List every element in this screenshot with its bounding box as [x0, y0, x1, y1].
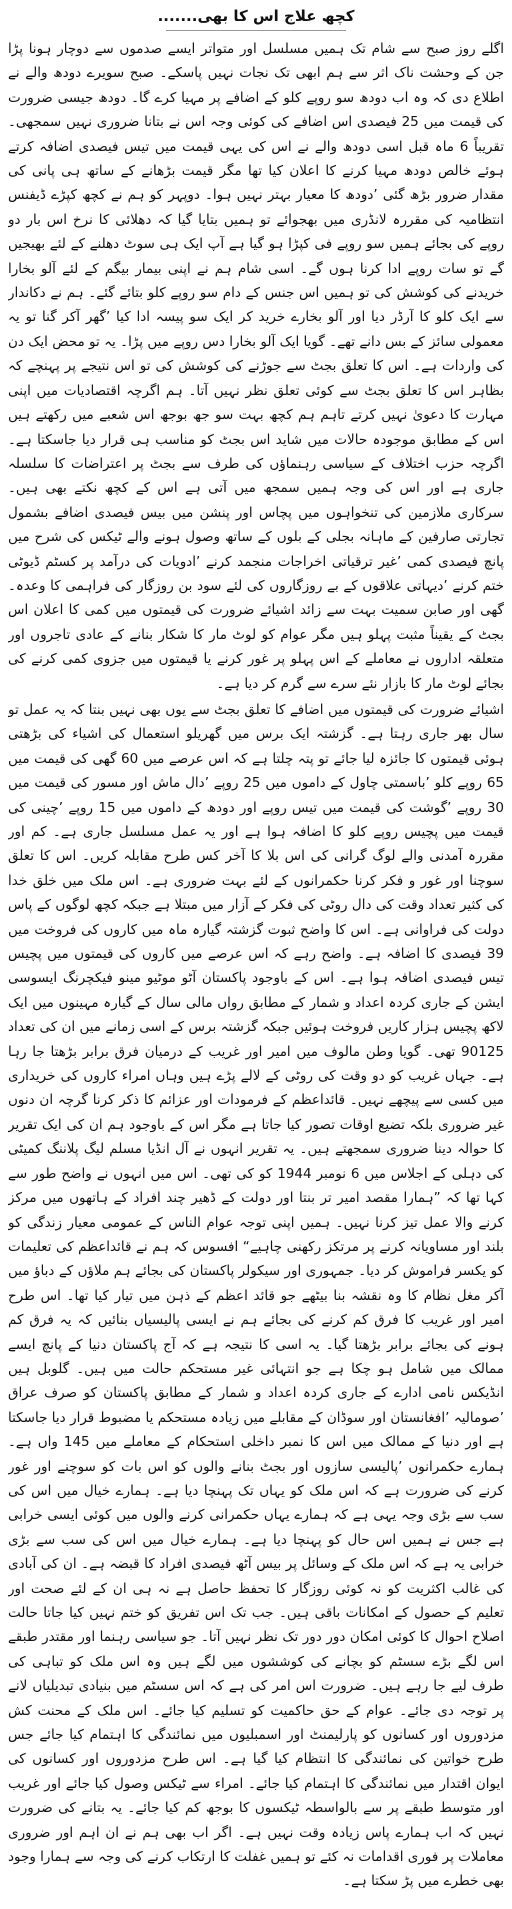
- paragraph: اشیائے ضرورت کی قیمتوں میں اضافے کا تعلق بجٹ سے یوں بھی نہیں بنتا کہ یہ عمل تو سال بھر جاری رہتا ہے۔ گزشتہ ایک برس میں گھریلو استعمال کی اشیاء کی بڑھتی ہوئی قیمتوں کا جائزہ لیا جائے تو پتہ چلتا ہے کہ اس عرصے میں 60 گھی کی قیمت میں 65 روپے کلو ’باسمتی چاول کے داموں میں 25 روپے ’دال ماش اور مسور کی قیمت میں 30 روپے ’گوشت کی قیمت میں تیس روپے اور دودھ کے داموں میں 15 روپے ’چینی کی قیمت میں پچیس روپے کلو کا اضافہ ہوا ہے اور یہ عمل مسلسل جاری ہے۔ کم اور مقررہ آمدنی والے لوگ گرانی کی اس بلا کا آخر کس طرح مقابلہ کریں۔ اس کا تعلق سوچنا اور غور و فکر کرنا حکمرانوں کے لئے بہت ضروری ہے۔ اس ملک میں خلق خدا کی کثیر تعداد وقت کی دال روٹی کی فکر کے آزار میں مبتلا ہے جبکہ کچھ لوگوں کے پاس دولت کی فراوانی ہے۔ اس کا واضح ثبوت گزشتہ گیارہ ماہ میں کاروں کی فروخت میں 39 فیصدی کا اضافہ ہے۔ واضح رہے کہ اس عرصے میں کاروں کی قیمتوں میں پچیس تیس فیصدی اضافہ ہوا ہے۔ اس کے باوجود پاکستان آٹو موٹیو مینو فیکچرنگ ایسوسی ایشن کے جاری کردہ اعداد و شمار کے مطابق رواں مالی سال کے گیارہ مہینوں میں ایک لاکھ پچیس ہزار کاریں فروخت ہوئیں جبکہ گزشتہ برس کے اسی زمانے میں ان کی تعداد 90125 تھی۔ گویا وطن مالوف میں امیر اور غریب کے درمیان فرق برابر بڑھتا جا رہا ہے۔ جہاں غریب کو دو وقت کی روٹی کے لالے پڑے ہیں وہاں امراء کاروں کی خریداری میں کسی سے پیچھے نہیں۔ قائداعظم کے فرمودات اور عزائم کا ذکر کرنا گرچہ ان دنوں غیر ضروری بلکہ تضیع اوقات تصور کیا جاتا ہے مگر اس کے باوجود ہم ان کی ایک تقریر کا حوالہ دینا ضروری سمجھتے ہیں۔ یہ تقریر انہوں نے آل انڈیا مسلم لیگ پلاننگ کمیٹی کی دہلی کے اجلاس میں 6 نومبر 1944 کو کی تھی۔ اس میں انہوں نے واضح طور سے کہا تھا کہ ”ہمارا مقصد امیر تر بنتا اور دولت کے ڈھیر چند افراد کے ہاتھوں میں مرکز کرنے والا عمل تیز کرنا نہیں۔ ہمیں اپنی توجہ عوام الناس کے عمومی معیار زندگی کو بلند اور مساویانہ کرنے پر مرتکز رکھنی چاہیے“ افسوس کہ ہم نے قائداعظم کی تعلیمات کو یکسر فراموش کر دیا۔ جمہوری اور سیکولر پاکستان کی بجائے ہم ملاؤں کے دباؤ میں آکر مغل نظام کا وہ نقشہ بنا بیٹھے جو قائد اعظم کے ذہن میں تیار کیا تھا۔ اس طرح امیر اور غریب کا فرق کم کرنے کی بجائے ہم نے ایسی پالیسیاں بنائیں کہ یہ فرق کم ہونے کی بجائے برابر بڑھتا گیا۔ یہ اسی کا نتیجہ ہے کہ آج پاکستان دنیا کے پانچ ایسے ممالک میں شامل ہو چکا ہے جو انتہائی غیر مستحکم حالت میں ہیں۔ گلوبل ہیں انڈیکس نامی ادارے کے جاری کردہ اعداد و شمار کے مطابق پاکستان کو صرف عراق ’صومالیہ ’افغانستان اور سوڈان کے مقابلے میں زیادہ مستحکم یا مضبوط قرار دیا جاسکتا ہے اور دنیا کے ممالک میں اس کا نمبر داخلی استحکام کے معاملے میں 145 واں ہے۔ ہمارے حکمرانوں ’پالیسی سازوں اور بجٹ بنانے والوں کو اس بات کو سوچنے اور غور کرنے کی ضرورت ہے کہ اس ملک کو یہاں تک پہنچا دیا ہے۔ ہمارے خیال میں اس کی سب سے بڑی وجہ یہی ہے کہ ہمارے یہاں حکمرانی کرنے والوں میں کوئی ایسی خرابی ہے جس نے ہمیں اس حال کو پہنچا دیا ہے۔ ہمارے خیال میں اس کی سب سے بڑی خرابی یہ ہے کہ اس ملک کے وسائل پر بیس آٹھ فیصدی افراد کا قبضہ ہے۔ ان کی آبادی کی غالب اکثریت کو نہ کوئی روزگار کا تحفظ حاصل ہے نہ ہی ان کے لئے صحت اور تعلیم کے حصول کے امکانات باقی ہیں۔ جب تک اس تفریق کو ختم نہیں کیا جاتا حالت اصلاح احوال کا کوئی امکان دور دور تک نظر نہیں آتا۔ جو سیاسی رہنما اور مقتدر طبقے اس لگے بڑے سسٹم کو بچانے کی کوششوں میں لگے ہیں وہ اس ملک کو تباہی کی طرف لیے جا رہے ہیں۔ ضرورت اس امر کی ہے کہ اس سسٹم میں بنیادی تبدیلیاں لانے پر توجہ دی جائے۔ عوام کے حق حاکمیت کو تسلیم کیا جائے۔ اس ملک کے محنت کش مزدوروں اور کسانوں کو پارلیمنٹ اور اسمبلیوں میں نمائندگی کا اہتمام کیا جائے جس طرح خواتین کی نمائندگی کا انتظام کیا گیا ہے۔ اس طرح مزدوروں اور کسانوں کی ایوان اقتدار میں نمائندگی کا اہتمام کیا جائے۔ امراء سے ٹیکس وصول کیا جائے اور غریب اور متوسط طبقے پر سے بالواسطہ ٹیکسوں کا بوجھ کم کیا جائے۔ یہ بتانے کی ضرورت نہیں کہ اب ہمارے پاس زیادہ وقت نہیں ہے۔ اگر اب بھی ہم نے ان اہم اور ضروری معاملات پر فوری اقدامات نہ کئے تو ہمیں غفلت کا ارتکاب کرنے کی وجہ سے ہمارا وجود بھی خطرے میں پڑ سکتا ہے۔: [8, 701, 504, 1890]
- article: [8, 0, 504, 1909]
- article-body: [8, 37, 504, 1894]
- headline-divider: [166, 30, 346, 31]
- paragraph: اگلے روز صبح سے شام تک ہمیں مسلسل اور متواتر ایسے صدموں سے دوچار ہونا پڑا جن کے وحشت ناک اثر سے ہم ابھی تک نجات نہیں پاسکے۔ صبح سویرے دودھ والے نے اطلاع دی کہ وہ اب دودھ سو روپے کلو کے اضافے پر مہیا کرے گا۔ دودھ جیسی ضرورت کی قیمت میں 25 فیصدی اس اضافے کی کوئی وجہ اس نے بتانا ضروری نہیں سمجھی۔ تقریباً 6 ماہ قبل اسی دودھ والے نے اس کی یہی قیمت میں تیس فیصدی اضافہ کرتے ہوئے خالص دودھ مہیا کرنے کا اعلان کیا تھا مگر قیمت بڑھانے کے ساتھ ہی پانی کی مقدار ضرور بڑھ گئی ’دودھ کا معیار بہتر نہیں ہوا۔ دوپہر کو ہم نے کچھ کپڑے ڈیفنس انتظامیہ کی مقررہ لانڈری میں بھجوائے تو ہمیں بتایا گیا کہ دھلائی کا نرخ اس بار دو روپے کی بجائے ہمیں سو روپے فی کپڑا ہو گیا ہے آپ ایک ہی سوٹ دھلنے کے لئے بھیجیں گے تو سات روپے ادا کرنا ہوں گے۔ اسی شام ہم نے اپنی بیمار بیگم کے لئے آلو بخارا خریدنے کی کوشش کی تو ہمیں اس جنس کے دام سو روپے کلو بتائے گئے۔ ہم نے دکاندار سے ایک کلو کا آرڈر دیا اور آلو بخارے خرید کر ایک سو پیسہ ادا کیا ’گھر آکر گنا تو یہ معمولی سائز کے بس دانے تھے۔ گویا ایک آلو بخارا دس روپے میں پڑا۔ یہ تو محض ایک دن کی واردات ہے۔ اس کا تعلق بجٹ سے جوڑنے کی کوشش کی تو اس نتیجے پر پہنچے کہ بظاہر اس کا تعلق بجٹ سے کوئی تعلق نظر نہیں آتا۔ ہم اگرچہ اقتصادیات میں اپنی مہارت کا دعویٰ نہیں کرتے تاہم ہم کچھ بہت سو جھ بوجھ اس شعبے میں رکھتے ہیں اس کے مطابق موجودہ حالات میں شاید اس بجٹ کو مناسب ہی قرار دیا جاسکتا ہے۔ اگرچہ حزب اختلاف کے سیاسی رہنماؤں کی طرف سے بجٹ پر اعتراضات کا سلسلہ جاری ہے اور اس کی وجہ ہمیں سمجھ میں آتی ہے اس کے کچھ نکتے بھی ہیں۔ سرکاری ملازمین کی تنخواہوں میں پچاس اور پنشن میں بیس فیصدی اضافے بشمول تجارتی صارفین کے ماہانہ بجلی کے بلوں کے ساتھ وصول ہونے والے ٹیکس کی شرح میں پانچ فیصدی کمی ’غیر ترقیاتی اخراجات منجمد کرنے ’ادویات کی درآمد پر کسٹم ڈیوٹی ختم کرنے ’دیہاتی علاقوں کے بے روزگاروں کی لئے سود بن روزگار کی فراہمی کا وعدہ۔ گھی اور صابن سمیت بہت سے زائد اشیائے ضرورت کی قیمتوں میں کمی کا اعلان اس بجٹ کے یقیناً مثبت پہلو ہیں مگر عوام کو لوٹ مار کا شکار بنانے کے عادی تاجروں اور متعلقہ اداروں نے معاملے کے اس پہلو پر غور کرنے یا قیمتوں میں جزوی کمی کرنے کی بجائے لوٹ مار کا بازار نئے سرے سے گرم کر دیا ہے۔: [8, 41, 504, 692]
- headline: کچھ علاج اس کا بھی.......: [157, 7, 355, 25]
